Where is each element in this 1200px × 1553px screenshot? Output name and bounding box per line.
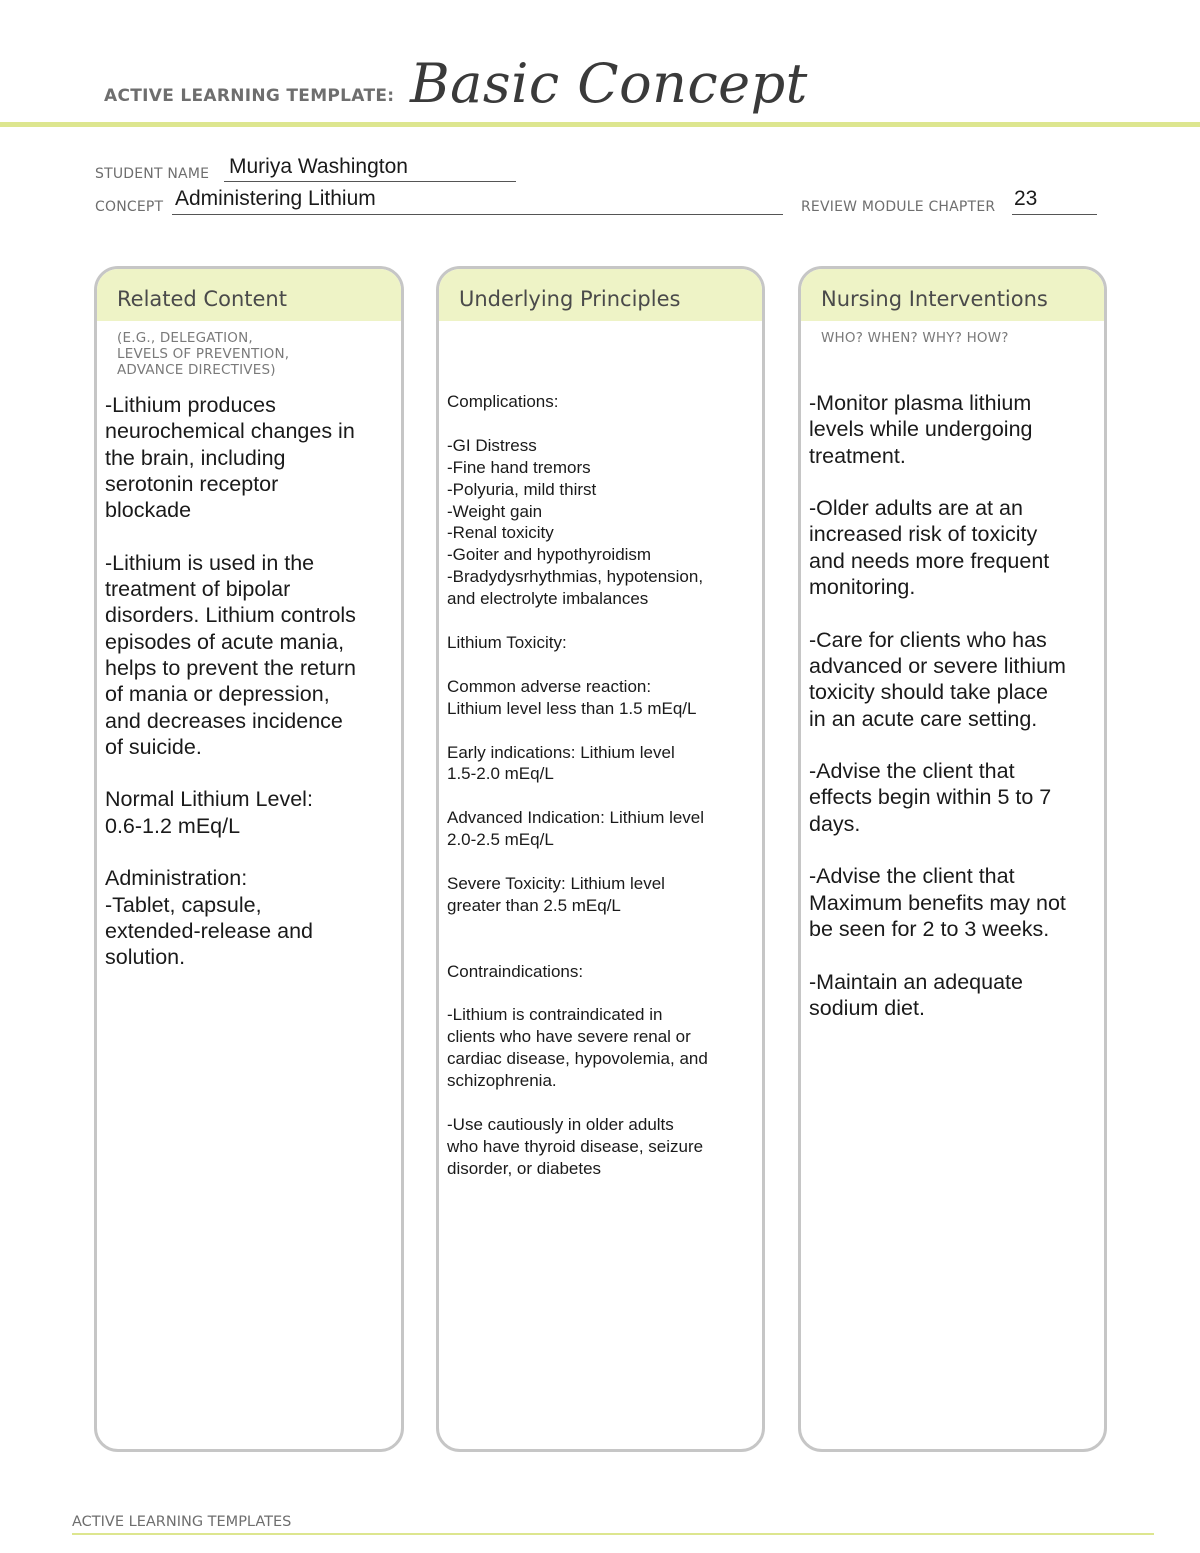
- header-divider: [0, 122, 1200, 127]
- nursing-interventions-box: [798, 266, 1107, 1452]
- page-title: Basic Concept: [410, 52, 808, 115]
- nursing-interventions-heading: Nursing Interventions: [801, 269, 1104, 321]
- footer-divider: [72, 1533, 1154, 1535]
- review-module-field[interactable]: 23: [1014, 187, 1038, 210]
- review-module-underline: [1012, 214, 1097, 215]
- related-content-box: [94, 266, 404, 1452]
- footer-label: ACTIVE LEARNING TEMPLATES: [72, 1514, 292, 1530]
- related-content-subheading: (E.G., DELEGATION, LEVELS OF PREVENTION, ADVANCE DIRECTIVES): [117, 330, 290, 378]
- student-name-field[interactable]: Muriya Washington: [229, 155, 408, 178]
- review-module-label: REVIEW MODULE CHAPTER: [801, 199, 996, 215]
- concept-label: CONCEPT: [95, 199, 164, 215]
- student-name-underline: [224, 181, 516, 182]
- related-content-text[interactable]: -Lithium produces neurochemical changes in the brain, including serotonin receptor blockade -Lithium is used in the treatment of bipolar disorders. Lithium controls episodes of acute mania, helps to prevent the return of mania or depression, and decreases incidence of suicide. Normal Lithium Level: 0.6-1.2 mEq/L Administration: -Tablet, capsule, extended-release and solution.: [105, 393, 356, 970]
- underlying-principles-text[interactable]: Complications: -GI Distress -Fine hand tremors -Polyuria, mild thirst -Weight gain -Renal toxicity -Goiter and hypothyroidism -Bradydysrhythmias, hypotension, and electrolyte imbalances Lithium Toxicity: Common adverse reaction: Lithium level less than 1.5 mEq/L Early indications: Lithium level 1.5-2.0 mEq/L Advanced Indication: Lithium level 2.0-2.5 mEq/L Severe Toxicity: Lithium level greater than 2.5 mEq/L Contraindications: -Lithium is contraindicated in clients who have severe renal or cardiac disease, hypovolemia, and schizophrenia. -Use cautiously in older adults who have thyroid disease, seizure disorder, or diabetes: [447, 392, 708, 1178]
- underlying-principles-box: [436, 266, 765, 1452]
- underlying-principles-heading: Underlying Principles: [439, 269, 762, 321]
- template-label: ACTIVE LEARNING TEMPLATE:: [104, 86, 395, 106]
- nursing-interventions-subheading: WHO? WHEN? WHY? HOW?: [821, 330, 1009, 346]
- concept-field[interactable]: Administering Lithium: [175, 187, 376, 210]
- student-name-label: STUDENT NAME: [95, 166, 210, 182]
- related-content-heading: Related Content: [97, 269, 401, 321]
- nursing-interventions-text[interactable]: -Monitor plasma lithium levels while undergoing treatment. -Older adults are at an increased risk of toxicity and needs more frequent monitoring. -Care for clients who has advanced or severe lithium toxicity should take place in an acute care setting. -Advise the client that effects begin within 5 to 7 days. -Advise the client that Maximum benefits may not be seen for 2 to 3 weeks. -Maintain an adequate sodium diet.: [809, 391, 1066, 1020]
- concept-underline: [172, 214, 783, 215]
